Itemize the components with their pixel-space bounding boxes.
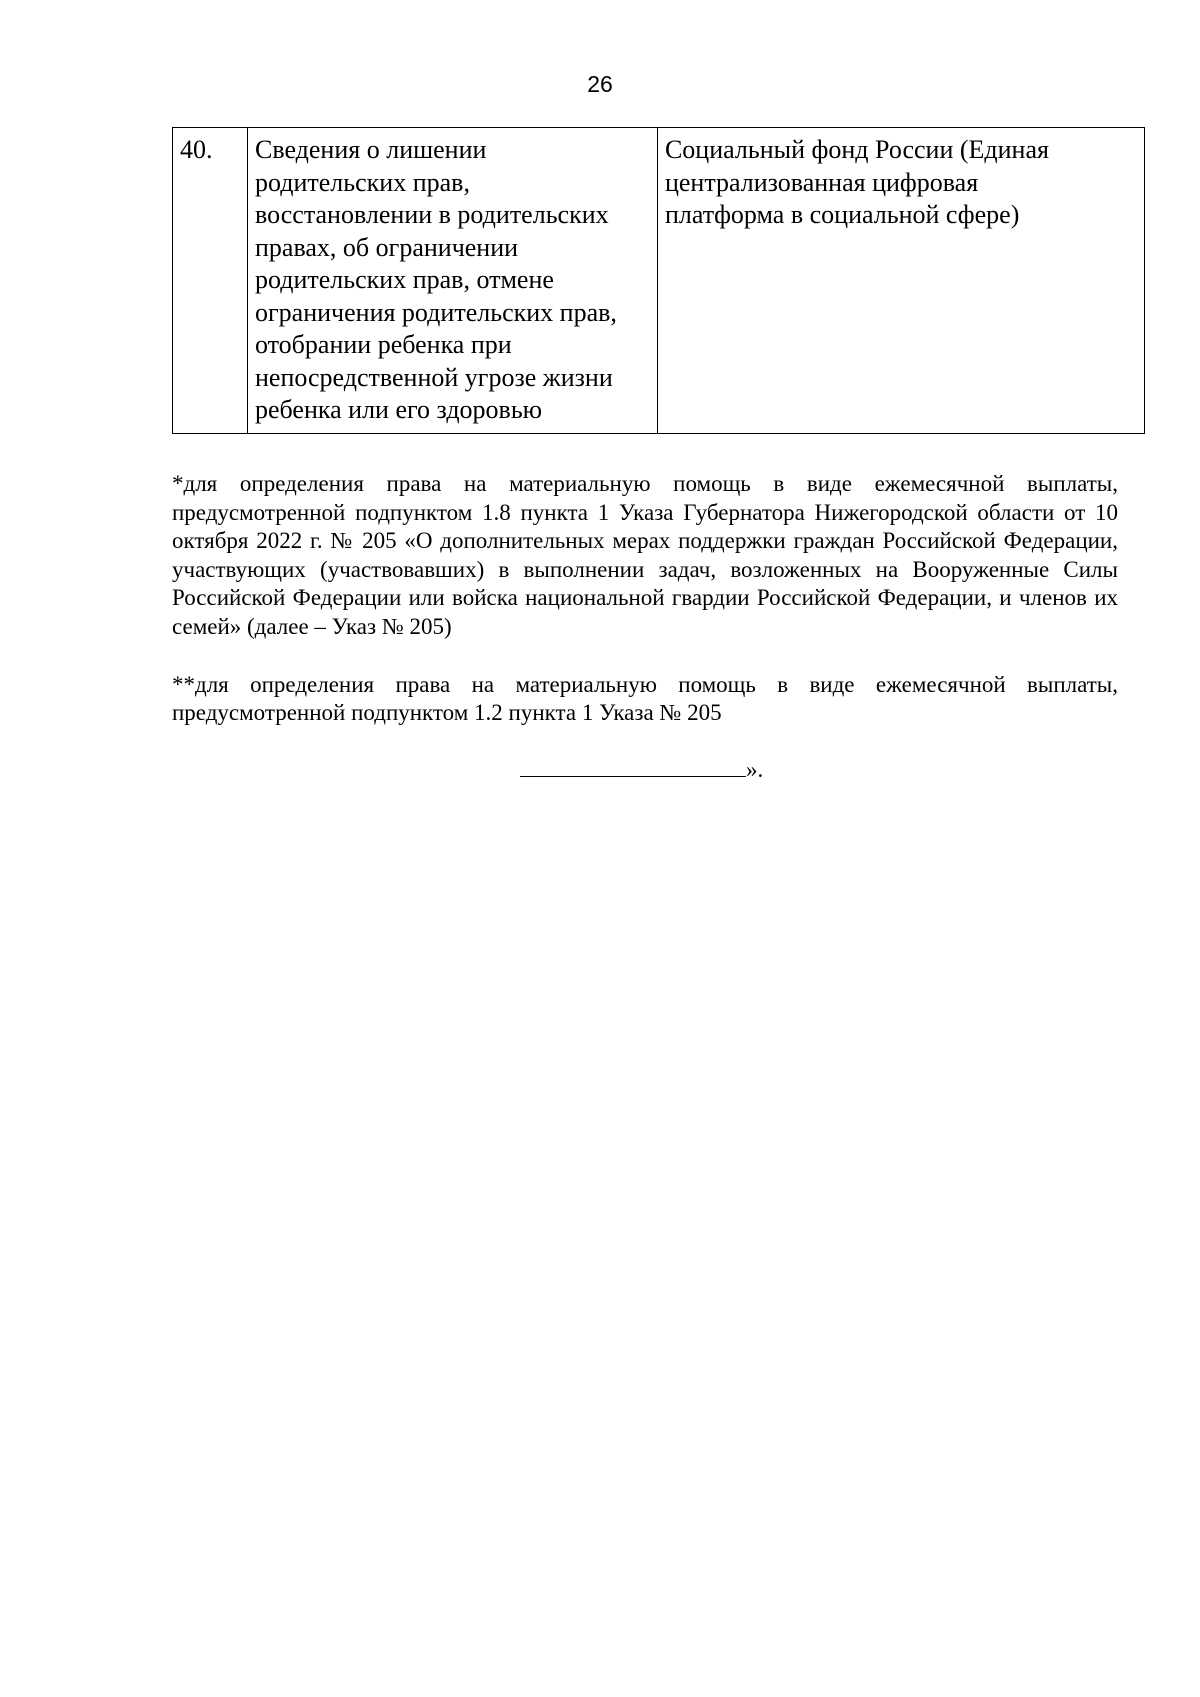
data-table: [172, 127, 1145, 434]
closing-mark: [520, 752, 763, 784]
source-line: Социальный фонд России (Единая: [664, 135, 1049, 164]
source-line: платформа в социальной сфере): [664, 200, 1020, 229]
closing-quote: ».: [746, 757, 764, 782]
info-line: родительских прав, отмене: [255, 265, 554, 294]
footnotes: [172, 470, 1118, 728]
page-number: 26: [587, 71, 613, 97]
footnote-double-asterisk: **для определения права на материальную помощь в виде ежемесячной выплаты, предусмотренной подпунктом 1.2 пункта 1 Указа № 205: [172, 671, 1118, 726]
info-line: отобрании ребенка при: [255, 330, 512, 359]
info-line: правах, об ограничении: [255, 232, 519, 262]
signature-line: [520, 752, 746, 777]
info-line: ограничения родительских прав,: [255, 297, 617, 327]
footnote-single-asterisk: *для определения права на материальную помощь в виде ежемесячной выплаты, предусмотренной подпунктом 1.8 пункта 1 Указа Губернатора Нижегородской области от 10 октября 2022 г. № 205 «О дополнительных мерах поддержки граждан Российской Федерации, участвующих (участвовавших) в выполнении задач, возложенных на Вооруженные Силы Российской Федерации или войска национальной гвардии Российской Федерации, и членов их семей» (далее – Указ № 205): [172, 471, 1118, 639]
info-cell: [248, 128, 658, 434]
info-line: ребенка или его здоровью: [255, 395, 543, 424]
row-number: 40.: [180, 135, 213, 164]
info-line: восстановлении в родительских: [255, 200, 609, 229]
source-line: централизованная цифровая: [664, 167, 979, 197]
source-cell: [657, 128, 1144, 434]
row-number-cell: [173, 128, 248, 434]
info-line: родительских прав,: [255, 167, 470, 197]
info-line: Сведения о лишении: [255, 135, 487, 164]
info-line: непосредственной угрозе жизни: [255, 362, 613, 392]
table-row: [173, 128, 1145, 434]
